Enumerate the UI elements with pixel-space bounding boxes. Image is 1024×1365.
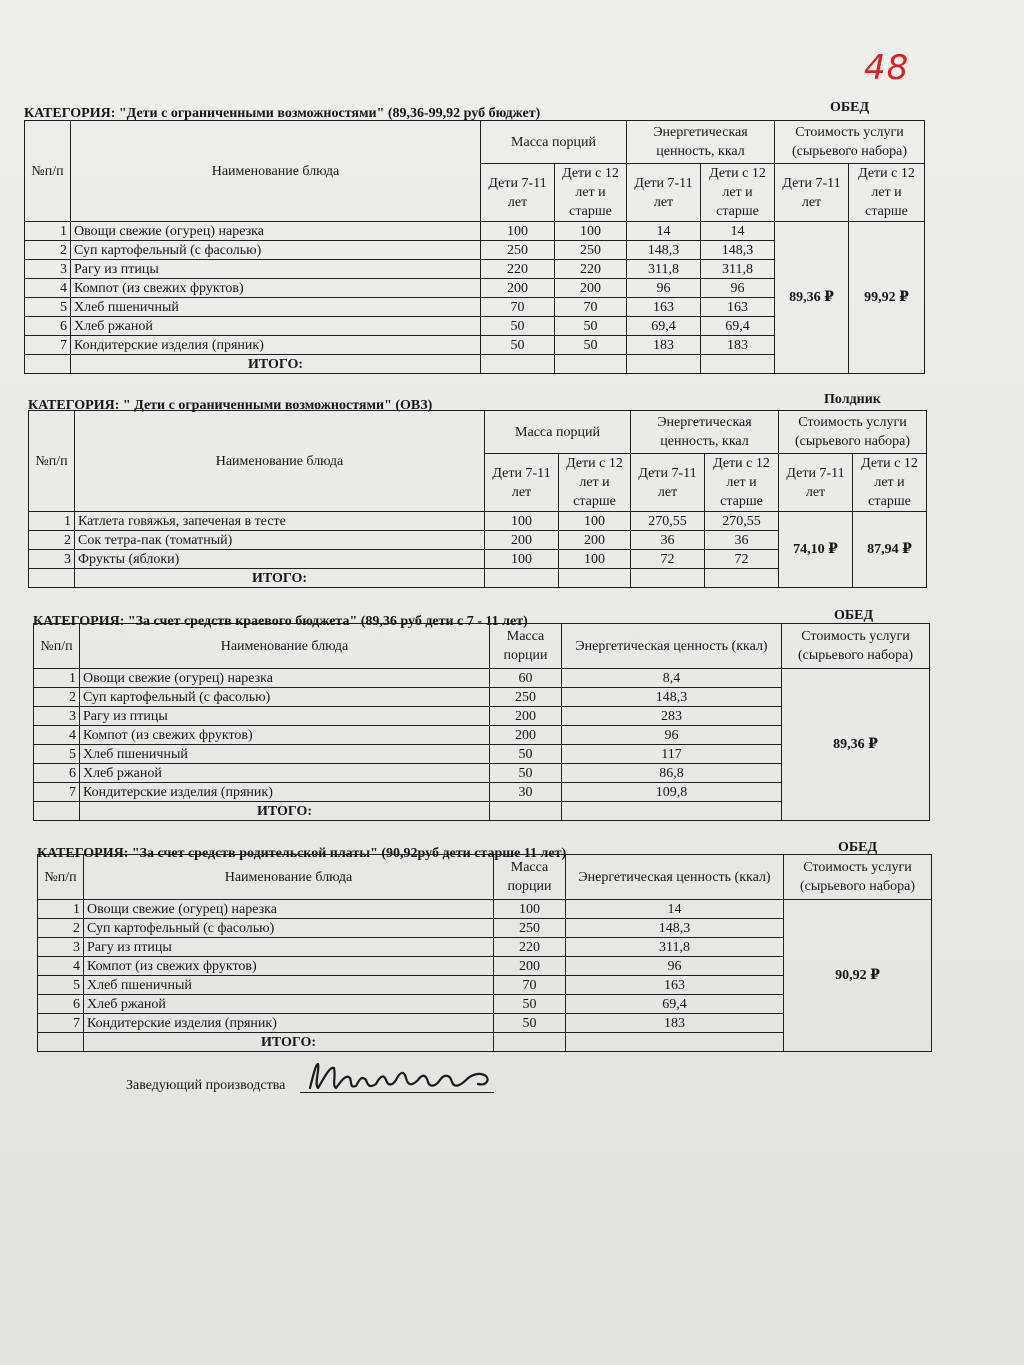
mass-12: 220: [555, 260, 627, 279]
header-num: №п/п: [34, 624, 80, 669]
mass: 50: [494, 995, 566, 1014]
dish-name: Рагу из птицы: [84, 938, 494, 957]
energy-12: 69,4: [701, 317, 775, 336]
mass: 50: [490, 764, 562, 783]
dish-name: Компот (из свежих фруктов): [84, 957, 494, 976]
header-age-7-11: Дети 7-11 лет: [627, 164, 701, 222]
mass: 50: [490, 745, 562, 764]
page-number: 48: [864, 48, 910, 88]
mass-7-11: 100: [485, 512, 559, 531]
row-number: 5: [38, 976, 84, 995]
dish-name: Компот (из свежих фруктов): [80, 726, 490, 745]
dish-name: Хлеб пшеничный: [71, 298, 481, 317]
mass-7-11: 220: [481, 260, 555, 279]
header-cost: Стоимость услуги (сырьевого набора): [782, 624, 930, 669]
row-number: 1: [38, 900, 84, 919]
energy: 148,3: [566, 919, 784, 938]
energy-7-11: 14: [627, 222, 701, 241]
header-age-12: Дети с 12 лет и старше: [849, 164, 925, 222]
header-age-12: Дети с 12 лет и старше: [701, 164, 775, 222]
header-age-7-11: Дети 7-11 лет: [775, 164, 849, 222]
dish-name: Хлеб ржаной: [80, 764, 490, 783]
menu-table: [28, 410, 927, 588]
header-num: №п/п: [29, 411, 75, 512]
header-num: №п/п: [25, 121, 71, 222]
total-label: ИТОГО:: [71, 355, 481, 374]
energy-7-11: 183: [627, 336, 701, 355]
row-number: 3: [34, 707, 80, 726]
dish-name: Фрукты (яблоки): [75, 550, 485, 569]
dish-name: Хлеб пшеничный: [80, 745, 490, 764]
handwritten-signature: [300, 1058, 510, 1098]
energy: 283: [562, 707, 782, 726]
header-cost: Стоимость услуги (сырьевого набора): [779, 411, 927, 454]
header-name: Наименование блюда: [84, 855, 494, 900]
header-age-12: Дети с 12 лет и старше: [559, 454, 631, 512]
category-title: КАТЕГОРИЯ: "За счет средств краевого бюджета" (89,36 руб дети с 7 - 11 лет): [33, 614, 528, 629]
dish-name: Компот (из свежих фруктов): [71, 279, 481, 298]
energy: 183: [566, 1014, 784, 1033]
table-row: [38, 900, 932, 919]
dish-name: Рагу из птицы: [71, 260, 481, 279]
category-title: КАТЕГОРИЯ: " Дети с ограниченными возможностями" (ОВЗ): [28, 398, 433, 413]
dish-name: Кондитерские изделия (пряник): [84, 1014, 494, 1033]
dish-name: Хлеб ржаной: [84, 995, 494, 1014]
energy-7-11: 69,4: [627, 317, 701, 336]
table-row: [34, 669, 930, 688]
row-number: 4: [25, 279, 71, 298]
header-name: Наименование блюда: [75, 411, 485, 512]
energy: 311,8: [566, 938, 784, 957]
mass-12: 100: [559, 512, 631, 531]
mass: 70: [494, 976, 566, 995]
total-label: ИТОГО:: [75, 569, 485, 588]
row-number: 1: [34, 669, 80, 688]
menu-table: [33, 623, 930, 821]
mass: 200: [490, 726, 562, 745]
mass-12: 50: [555, 317, 627, 336]
row-number: 2: [25, 241, 71, 260]
energy: 14: [566, 900, 784, 919]
mass: 30: [490, 783, 562, 802]
header-cost: Стоимость услуги (сырьевого набора): [784, 855, 932, 900]
mass-7-11: 50: [481, 336, 555, 355]
dish-name: Хлеб пшеничный: [84, 976, 494, 995]
energy-12: 36: [705, 531, 779, 550]
price-12: 87,94 ₽: [853, 512, 927, 588]
table-row: [29, 512, 927, 531]
energy: 109,8: [562, 783, 782, 802]
row-number: 3: [38, 938, 84, 957]
header-age-12: Дети с 12 лет и старше: [555, 164, 627, 222]
energy-12: 14: [701, 222, 775, 241]
mass-12: 200: [559, 531, 631, 550]
energy-7-11: 311,8: [627, 260, 701, 279]
energy-7-11: 72: [631, 550, 705, 569]
header-mass: Масса порций: [485, 411, 631, 454]
table-row: [25, 222, 925, 241]
row-number: 2: [29, 531, 75, 550]
mass: 250: [494, 919, 566, 938]
total-label: ИТОГО:: [84, 1033, 494, 1052]
energy: 69,4: [566, 995, 784, 1014]
mass-12: 100: [555, 222, 627, 241]
mass-12: 50: [555, 336, 627, 355]
mass: 200: [490, 707, 562, 726]
energy-7-11: 270,55: [631, 512, 705, 531]
mass: 100: [494, 900, 566, 919]
header-cost: Стоимость услуги (сырьевого набора): [775, 121, 925, 164]
signature-label: Заведующий производства: [126, 1078, 286, 1093]
row-number: 5: [34, 745, 80, 764]
header-energy: Энергетическая ценность (ккал): [566, 855, 784, 900]
header-mass: Масса порции: [494, 855, 566, 900]
dish-name: Суп картофельный (с фасолью): [71, 241, 481, 260]
header-age-7-11: Дети 7-11 лет: [779, 454, 853, 512]
dish-name: Кондитерские изделия (пряник): [71, 336, 481, 355]
energy-7-11: 148,3: [627, 241, 701, 260]
header-mass: Масса порции: [490, 624, 562, 669]
header-age-12: Дети с 12 лет и старше: [705, 454, 779, 512]
category-title: КАТЕГОРИЯ: "Дети с ограниченными возможностями" (89,36-99,92 руб бюджет): [24, 106, 541, 121]
meal-label: ОБЕД: [830, 100, 870, 115]
header-age-7-11: Дети 7-11 лет: [631, 454, 705, 512]
mass-7-11: 100: [481, 222, 555, 241]
energy: 148,3: [562, 688, 782, 707]
header-name: Наименование блюда: [71, 121, 481, 222]
meal-label: ОБЕД: [838, 840, 878, 855]
energy: 117: [562, 745, 782, 764]
header-energy: Энергетическая ценность (ккал): [562, 624, 782, 669]
row-number: 4: [38, 957, 84, 976]
header-name: Наименование блюда: [80, 624, 490, 669]
energy-12: 311,8: [701, 260, 775, 279]
row-number: 2: [38, 919, 84, 938]
dish-name: Овощи свежие (огурец) нарезка: [80, 669, 490, 688]
menu-table: [24, 120, 925, 374]
dish-name: Суп картофельный (с фасолью): [84, 919, 494, 938]
mass-7-11: 100: [485, 550, 559, 569]
meal-label: ОБЕД: [834, 608, 874, 623]
price-7-11: 89,36 ₽: [775, 222, 849, 374]
header-age-7-11: Дети 7-11 лет: [485, 454, 559, 512]
row-number: 5: [25, 298, 71, 317]
mass-12: 200: [555, 279, 627, 298]
mass-12: 250: [555, 241, 627, 260]
mass-7-11: 250: [481, 241, 555, 260]
category-title: КАТЕГОРИЯ: "За счет средств родительской платы" (90,92руб дети старше 11 лет): [37, 846, 567, 861]
row-number: 6: [34, 764, 80, 783]
row-number: 6: [25, 317, 71, 336]
dish-name: Сок тетра-пак (томатный): [75, 531, 485, 550]
header-age-12: Дети с 12 лет и старше: [853, 454, 927, 512]
energy-7-11: 96: [627, 279, 701, 298]
energy-12: 148,3: [701, 241, 775, 260]
dish-name: Суп картофельный (с фасолью): [80, 688, 490, 707]
dish-name: Овощи свежие (огурец) нарезка: [71, 222, 481, 241]
menu-table: [37, 854, 932, 1052]
header-age-7-11: Дети 7-11 лет: [481, 164, 555, 222]
mass: 50: [494, 1014, 566, 1033]
row-number: 2: [34, 688, 80, 707]
energy-12: 72: [705, 550, 779, 569]
energy-12: 96: [701, 279, 775, 298]
mass-7-11: 50: [481, 317, 555, 336]
mass: 200: [494, 957, 566, 976]
price: 89,36 ₽: [782, 669, 930, 821]
energy-12: 270,55: [705, 512, 779, 531]
row-number: 3: [29, 550, 75, 569]
energy: 8,4: [562, 669, 782, 688]
mass-7-11: 70: [481, 298, 555, 317]
dish-name: Хлеб ржаной: [71, 317, 481, 336]
price-7-11: 74,10 ₽: [779, 512, 853, 588]
row-number: 7: [34, 783, 80, 802]
mass: 220: [494, 938, 566, 957]
mass: 250: [490, 688, 562, 707]
energy-12: 183: [701, 336, 775, 355]
dish-name: Кондитерские изделия (пряник): [80, 783, 490, 802]
price-12: 99,92 ₽: [849, 222, 925, 374]
mass-7-11: 200: [481, 279, 555, 298]
energy: 96: [566, 957, 784, 976]
energy: 163: [566, 976, 784, 995]
mass-12: 100: [559, 550, 631, 569]
header-num: №п/п: [38, 855, 84, 900]
mass: 60: [490, 669, 562, 688]
row-number: 3: [25, 260, 71, 279]
row-number: 1: [25, 222, 71, 241]
energy: 86,8: [562, 764, 782, 783]
energy: 96: [562, 726, 782, 745]
mass-7-11: 200: [485, 531, 559, 550]
row-number: 7: [38, 1014, 84, 1033]
price: 90,92 ₽: [784, 900, 932, 1052]
dish-name: Катлета говяжья, запеченая в тесте: [75, 512, 485, 531]
dish-name: Рагу из птицы: [80, 707, 490, 726]
row-number: 7: [25, 336, 71, 355]
header-energy: Энергетическая ценность, ккал: [627, 121, 775, 164]
row-number: 6: [38, 995, 84, 1014]
dish-name: Овощи свежие (огурец) нарезка: [84, 900, 494, 919]
energy-12: 163: [701, 298, 775, 317]
total-label: ИТОГО:: [80, 802, 490, 821]
energy-7-11: 36: [631, 531, 705, 550]
header-energy: Энергетическая ценность, ккал: [631, 411, 779, 454]
meal-label: Полдник: [824, 392, 881, 407]
header-mass: Масса порций: [481, 121, 627, 164]
row-number: 4: [34, 726, 80, 745]
row-number: 1: [29, 512, 75, 531]
mass-12: 70: [555, 298, 627, 317]
energy-7-11: 163: [627, 298, 701, 317]
